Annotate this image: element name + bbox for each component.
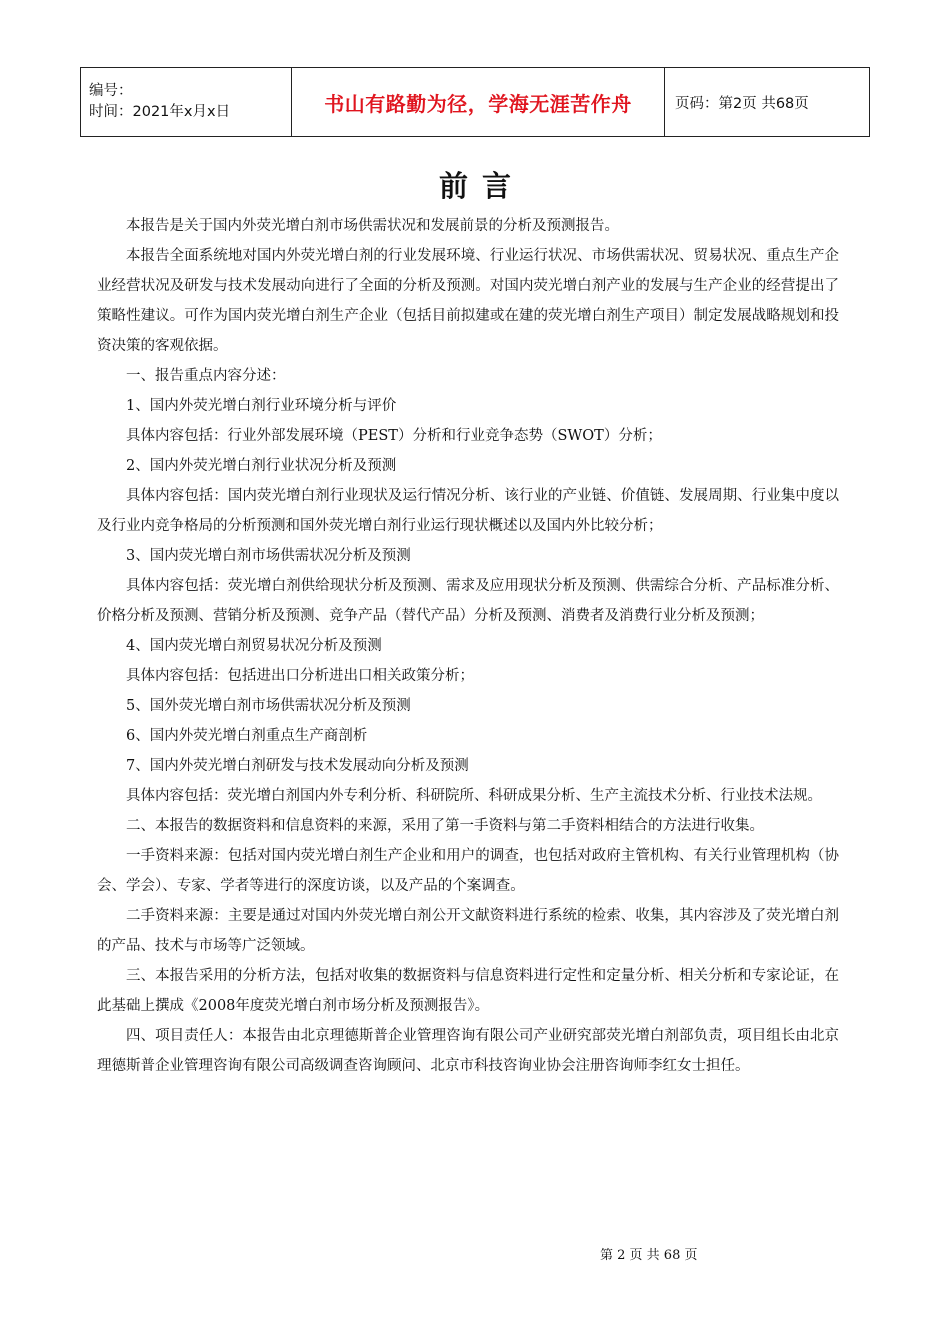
page-title: 前言 (438, 169, 525, 203)
header-motto: 书山有路勤为径，学海无涯苦作舟 (292, 68, 665, 137)
paragraph: 6、国内外荧光增白剂重点生产商剖析 (126, 728, 368, 744)
document-number-label: 编号： (89, 83, 133, 99)
document-time-label: 时间：2021年x月x日 (89, 104, 231, 120)
paragraph: 4、国内荧光增白剂贸易状况分析及预测 (126, 638, 382, 654)
paragraph: 1、国内外荧光增白剂行业环境分析与评价 (126, 398, 397, 414)
paragraph: 三、本报告采用的分析方法，包括对收集的数据资料与信息资料进行定性和定量分析、相关分析和专家论证，在此基础上撰成《2008年度荧光增白剂市场分析及预测报告》。 (97, 968, 839, 1014)
document-body (97, 211, 839, 1081)
header-page-info: 页码：第2页 共68页 (665, 68, 870, 137)
header-left-cell (81, 68, 292, 137)
header-table (80, 67, 870, 137)
paragraph: 5、国外荧光增白剂市场供需状况分析及预测 (126, 698, 411, 714)
paragraph: 一手资料来源：包括对国内荧光增白剂生产企业和用户的调查，也包括对政府主管机构、有关行业管理机构（协会、学会）、专家、学者等进行的深度访谈，以及产品的个案调查。 (97, 848, 839, 894)
paragraph: 一、报告重点内容分述： (126, 368, 286, 384)
paragraph: 二、本报告的数据资料和信息资料的来源，采用了第一手资料与第二手资料相结合的方法进行收集。 (126, 818, 764, 834)
paragraph: 3、国内荧光增白剂市场供需状况分析及预测 (126, 548, 411, 564)
paragraph: 2、国内外荧光增白剂行业状况分析及预测 (126, 458, 397, 474)
paragraph: 具体内容包括：包括进出口分析进出口相关政策分析； (126, 668, 474, 684)
paragraph: 具体内容包括：行业外部发展环境（PEST）分析和行业竞争态势（SWOT）分析； (126, 428, 662, 444)
paragraph: 7、国内外荧光增白剂研发与技术发展动向分析及预测 (126, 758, 469, 774)
paragraph: 本报告是关于国内外荧光增白剂市场供需状况和发展前景的分析及预测报告。 (126, 218, 619, 234)
paragraph: 二手资料来源：主要是通过对国内外荧光增白剂公开文献资料进行系统的检索、收集，其内容涉及了荧光增白剂的产品、技术与市场等广泛领域。 (97, 908, 839, 954)
paragraph: 具体内容包括：国内荧光增白剂行业现状及运行情况分析、该行业的产业链、价值链、发展周期、行业集中度以及行业内竞争格局的分析预测和国外荧光增白剂行业运行现状概述以及国内外比较分析； (97, 488, 839, 534)
paragraph: 四、项目责任人：本报告由北京理德斯普企业管理咨询有限公司产业研究部荧光增白剂部负责，项目组长由北京理德斯普企业管理咨询有限公司高级调查咨询顾问、北京市科技咨询业协会注册咨询师李红女士担任。 (97, 1028, 839, 1074)
paragraph: 本报告全面系统地对国内外荧光增白剂的行业发展环境、行业运行状况、市场供需状况、贸易状况、重点生产企业经营状况及研发与技术发展动向进行了全面的分析及预测。对国内荧光增白剂产业的发展与生产企业的经营提出了策略性建议。可作为国内荧光增白剂生产企业（包括目前拟建或在建的荧光增白剂生产项目）制定发展战略规划和投资决策的客观依据。 (97, 248, 839, 354)
paragraph: 具体内容包括：荧光增白剂供给现状分析及预测、需求及应用现状分析及预测、供需综合分析、产品标准分析、价格分析及预测、营销分析及预测、竞争产品（替代产品）分析及预测、消费者及消费行业分析及预测； (97, 578, 839, 624)
page-footer: 第 2 页 共 68 页 (600, 1248, 698, 1263)
paragraph: 具体内容包括：荧光增白剂国内外专利分析、科研院所、科研成果分析、生产主流技术分析、行业技术法规。 (126, 788, 822, 804)
